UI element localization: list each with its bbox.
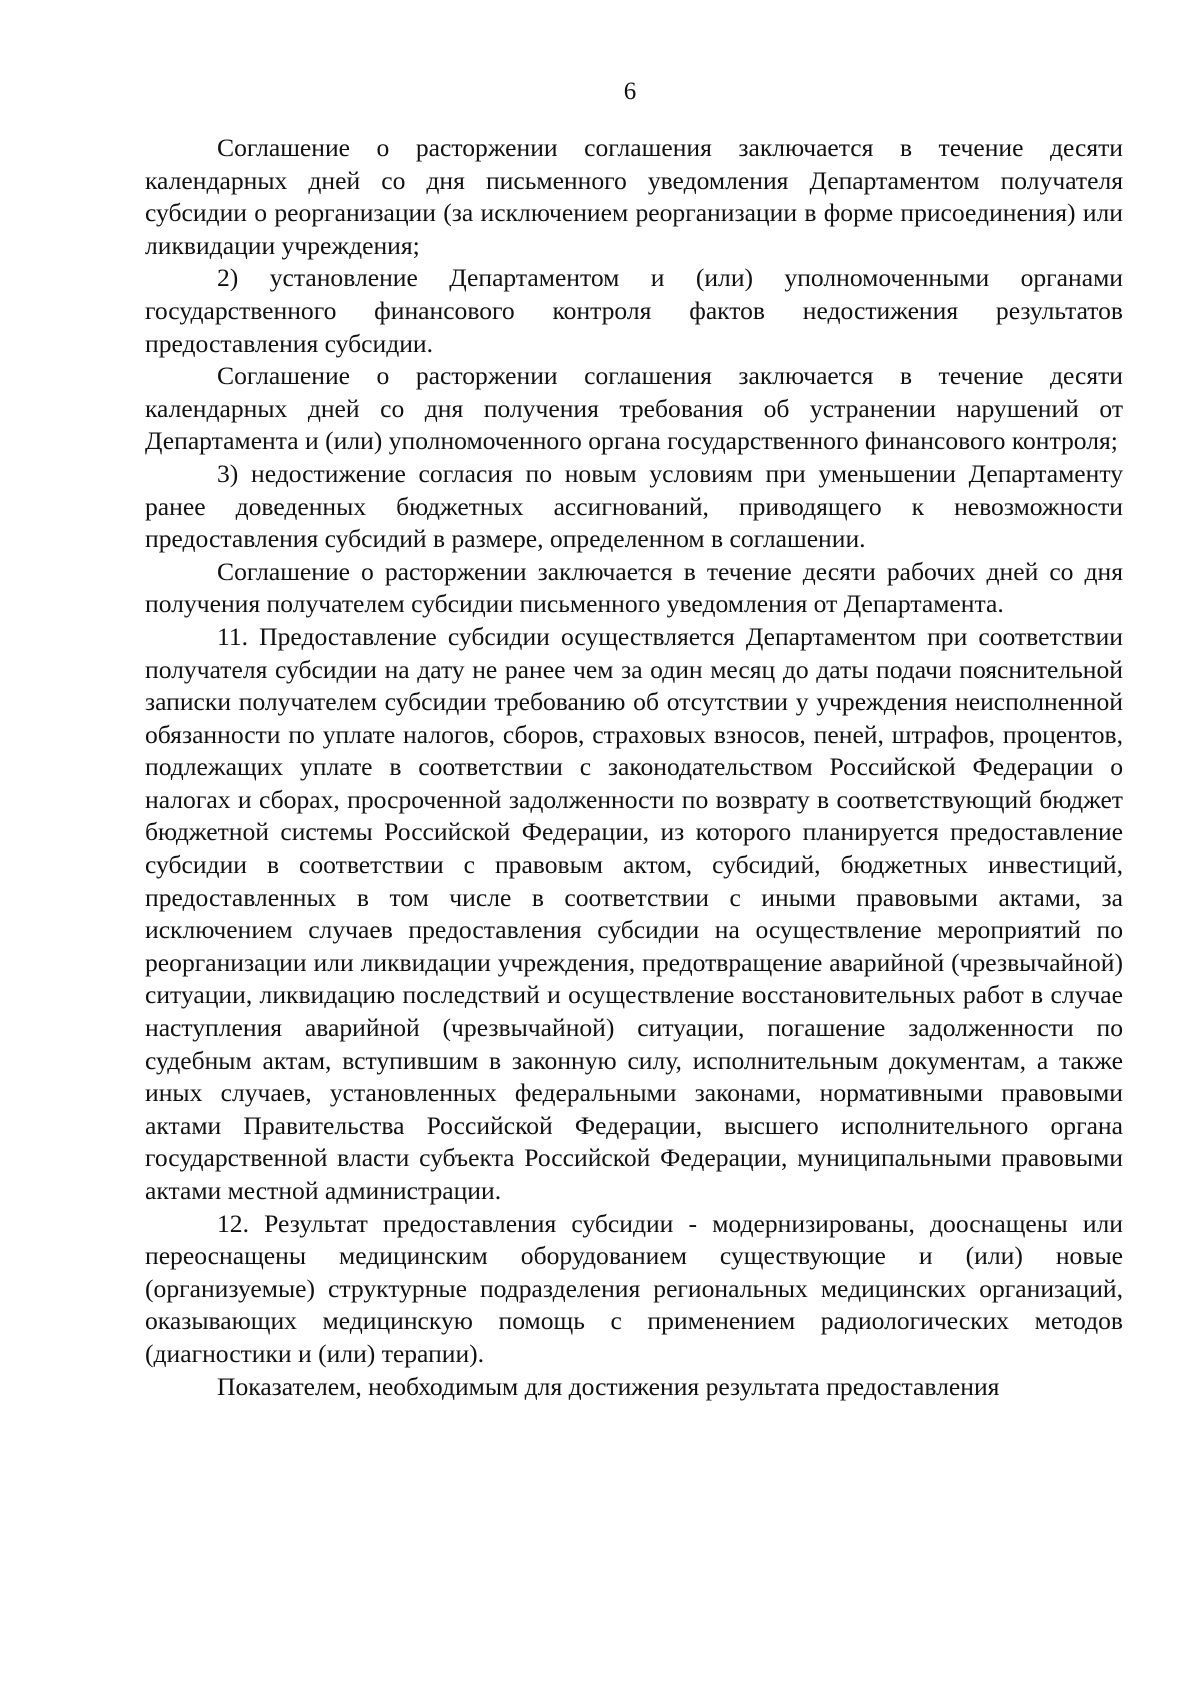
paragraph: 12. Результат предоставления субсидии - модернизированы, дооснащены или переоснащены медицинским оборудованием существующие и (или) новые (организуемые) структурные подразделения региональных медицинских организаций, оказывающих медицинскую помощь с применением радиологических методов (диагностики и (или) терапии). xyxy=(145,1208,1123,1368)
paragraph: 2) установление Департаментом и (или) уполномоченными органами государственного финансового контроля фактов недостижения результатов предоставления субсидии. xyxy=(145,263,1123,358)
paragraph: 3) недостижение согласия по новым условиям при уменьшении Департаменту ранее доведенных бюджетных ассигнований, приводящего к невозможности предоставления субсидий в размере, определенном в соглашении. xyxy=(145,458,1123,554)
paragraph: 11. Предоставление субсидии осуществляется Департаментом при соответствии получателя субсидии на дату не ранее чем за один месяц до даты подачи пояснительной записки получателем субсидии требованию об отсутствии у учреждения неисполненной обязанности по уплате налогов, сборов, страховых взносов, пеней, штрафов, процентов, подлежащих уплате в соответствии с законодательством Российской Федерации о налогах и сборах, просроченной задолженности по возврату в соответствующий бюджет бюджетной системы Российской Федерации, из которого планируется предоставление субсидии в соответствии с правовым актом, субсидий, бюджетных инвестиций, предоставленных в том числе в соответствии с иными правовыми актами, за исключением случаев предоставления субсидии на осуществление мероприятий по реорганизации или ликвидации учреждения, предотвращение аварийной (чрезвычайной) ситуации, ликвидацию последствий и осуществление восстановительных работ в случае наступления аварийной (чрезвычайной) ситуации, погашение задолженности по судебным актам, вступившим в законную силу, исполнительным документам, а также иных случаев, установленных федеральными законами, нормативными правовыми актами Правительства Российской Федерации, высшего исполнительного органа государственной власти субъекта Российской Федерации, муниципальными правовыми актами местной администрации. xyxy=(145,621,1123,1205)
paragraph: Соглашение о расторжении соглашения заключается в течение десяти календарных дней со дня получения требования об устранении нарушений от Департамента и (или) уполномоченного органа государственного финансового контроля; xyxy=(145,361,1123,456)
document-body xyxy=(145,132,1123,1403)
paragraph: Соглашение о расторжении соглашения заключается в течение десяти календарных дней со дня письменного уведомления Департаментом получателя субсидии о реорганизации (за исключением реорганизации в форме присоединения) или ликвидации учреждения; xyxy=(145,133,1123,260)
page-number: 6 xyxy=(623,78,637,105)
paragraph: Соглашение о расторжении заключается в течение десяти рабочих дней со дня получения получателем субсидии письменного уведомления от Департамента. xyxy=(145,556,1123,619)
paragraph-last: Показателем, необходимым для достижения результата предоставления xyxy=(217,1371,1000,1401)
